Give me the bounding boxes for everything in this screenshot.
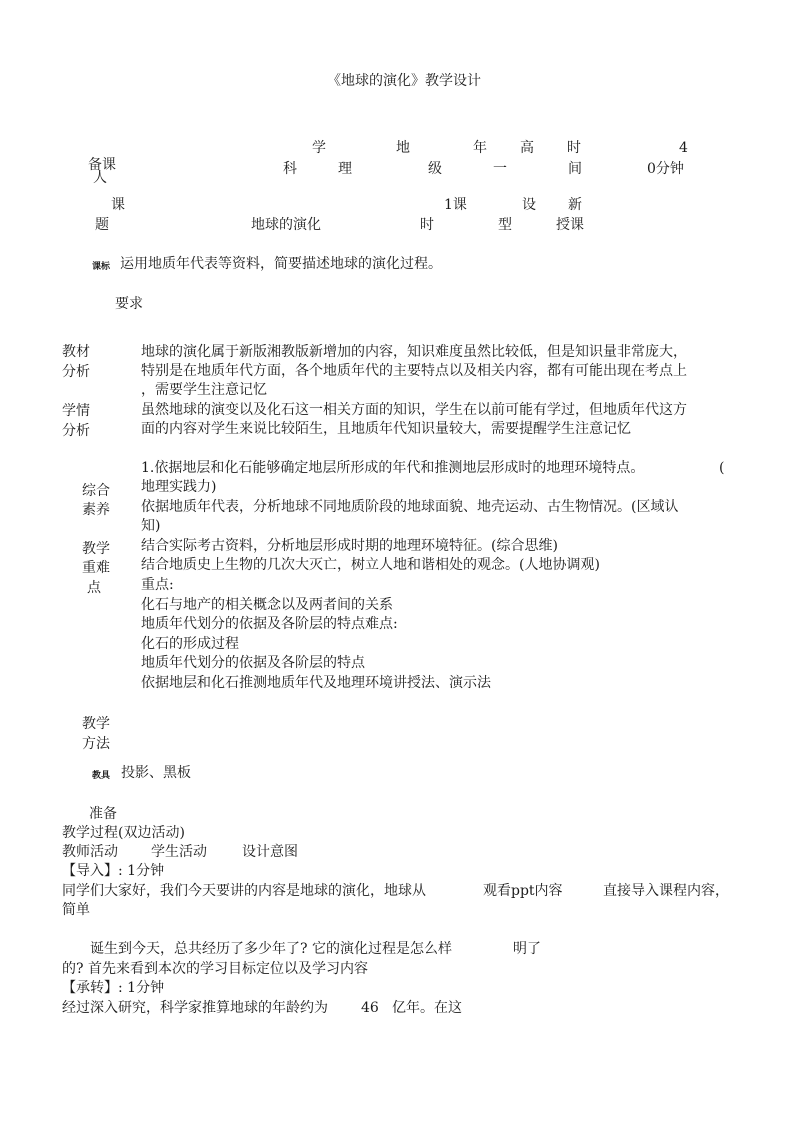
daoru-intent-3: 明了 <box>513 941 541 957</box>
chengzhuan-line-1b: 亿年。在这 <box>392 1000 462 1016</box>
xueqing-label-2: 分析 <box>62 423 90 439</box>
col-student: 学生活动 <box>151 844 207 860</box>
label-she: 设 <box>522 197 536 213</box>
zhongnan-line-3: 化石的形成过程 <box>141 636 239 652</box>
kebiao-label-yaoqiu: 要求 <box>115 296 143 312</box>
label-keshi: 1课 <box>444 197 467 213</box>
label-si: 4 <box>679 140 688 156</box>
jiaocai-line-2: 特别是在地质年代方面，各个地质年代的主要特点以及相关内容，都有可能出现在考点上 <box>141 363 687 379</box>
label-ren: 人 <box>93 170 107 186</box>
zhongnan-line-5: 依据地层和化石推测地质年代及地理环境讲授法、演示法 <box>141 675 491 691</box>
daoru-label: 【导入】: 1分钟 <box>62 863 165 879</box>
label-gao: 高 <box>520 140 534 156</box>
daoru-student: 观看ppt内容 <box>483 883 563 899</box>
daoru-teacher-line-3: 的? 首先来看到本次的学习目标定位以及学习内容 <box>62 961 368 977</box>
chengzhuan-label: 【承转】: 1分钟 <box>62 980 165 996</box>
label-xin: 新 <box>568 197 582 213</box>
label-jian: 间 <box>568 161 582 177</box>
daoru-intent-2: 简单 <box>62 902 90 918</box>
jiaocai-line-3: ，需要学生注意记忆 <box>141 382 267 398</box>
daoru-teacher-line-2: 诞生到今天，总共经历了多少年了? 它的演化过程是怎么样 <box>90 941 452 957</box>
jiaoju-small-label: 教具 <box>92 771 111 781</box>
fangfa-label-1: 教学 <box>82 716 110 732</box>
zhongnan-label-3: 点 <box>87 580 101 596</box>
label-fenzhong: 0分钟 <box>647 161 684 177</box>
zonghe-line-4: 知) <box>141 518 161 534</box>
label-ti: 题 <box>95 217 109 233</box>
zonghe-line-1: 1.依据地层和化石能够确定地层所形成的年代和推测地层形成时的地理环境特点。 <box>141 460 645 476</box>
daoru-teacher-line-1: 同学们大家好，我们今天要讲的内容是地球的演化，地球从 <box>62 883 426 899</box>
label-yi: 一 <box>493 161 507 177</box>
chengzhuan-number: 46 <box>361 1000 379 1016</box>
fangfa-label-2: 方法 <box>82 736 110 752</box>
label-ke2: 课 <box>111 197 125 213</box>
zonghe-label-2: 素养 <box>82 502 110 518</box>
label-ji: 级 <box>428 161 442 177</box>
jiaoju-text: 投影、黑板 <box>121 765 191 781</box>
xueqing-label-1: 学情 <box>62 403 90 419</box>
zhongnan-label-2: 重难 <box>82 560 110 576</box>
process-heading: 教学过程(双边活动) <box>62 825 185 841</box>
jiaoju-label-zhunbei: 准备 <box>89 806 117 822</box>
zhongnan-line-1: 化石与地产的相关概念以及两者间的关系 <box>141 597 393 613</box>
zonghe-line-5: 结合实际考古资料，分析地层形成时期的地理环境特征。(综合思维) <box>141 538 558 554</box>
label-li: 理 <box>338 161 352 177</box>
label-xing: 型 <box>498 217 512 233</box>
zhongnan-label-1: 教学 <box>82 541 110 557</box>
zhongdian-label: 重点: <box>141 577 174 593</box>
zhongnan-line-2: 地质年代划分的依据及各阶层的特点难点: <box>141 616 398 632</box>
jiaocai-label-1: 教材 <box>62 344 90 360</box>
jiaocai-line-1: 地球的演化属于新版湘教版新增加的内容，知识难度虽然比较低，但是知识量非常庞大， <box>141 344 687 360</box>
label-beike: 备课 <box>88 157 116 173</box>
zonghe-label-1: 综合 <box>82 483 110 499</box>
zonghe-line-1-paren: ( <box>719 460 725 476</box>
chengzhuan-line-1a: 经过深入研究，科学家推算地球的年龄约为 <box>62 1000 328 1016</box>
col-intent: 设计意图 <box>242 844 298 860</box>
zonghe-line-2: 地理实践力) <box>141 479 217 495</box>
kebiao-small-label: 课标 <box>92 262 111 272</box>
zonghe-line-3: 依据地质年代表，分析地球不同地质阶段的地球面貌、地壳运动、古生物情况。(区域认 <box>141 499 679 515</box>
label-shi2: 时 <box>420 217 434 233</box>
kebiao-text: 运用地质年代表等资料，简要描述地球的演化过程。 <box>120 256 442 272</box>
label-shouke: 授课 <box>556 217 584 233</box>
label-nian: 年 <box>473 140 487 156</box>
label-shi: 时 <box>567 140 581 156</box>
zhongnan-line-4: 地质年代划分的依据及各阶层的特点 <box>141 655 365 671</box>
xueqing-line-2: 面的内容对学生来说比较陌生，且地质年代知识量较大，需要提醒学生注意记忆 <box>141 421 631 437</box>
daoru-intent-1: 直接导入课程内容， <box>603 883 729 899</box>
label-ke: 科 <box>283 161 297 177</box>
document-title: 《地球的演化》教学设计 <box>327 73 481 89</box>
jiaocai-label-2: 分析 <box>62 364 90 380</box>
topic-value: 地球的演化 <box>251 217 321 233</box>
xueqing-line-1: 虽然地球的演变以及化石这一相关方面的知识，学生在以前可能有学过，但地质年代这方 <box>141 402 687 418</box>
label-xue: 学 <box>312 140 326 156</box>
col-teacher: 教师活动 <box>62 844 118 860</box>
label-di: 地 <box>396 140 410 156</box>
zonghe-line-6: 结合地质史上生物的几次大灭亡，树立人地和谐相处的观念。(人地协调观) <box>141 557 600 573</box>
